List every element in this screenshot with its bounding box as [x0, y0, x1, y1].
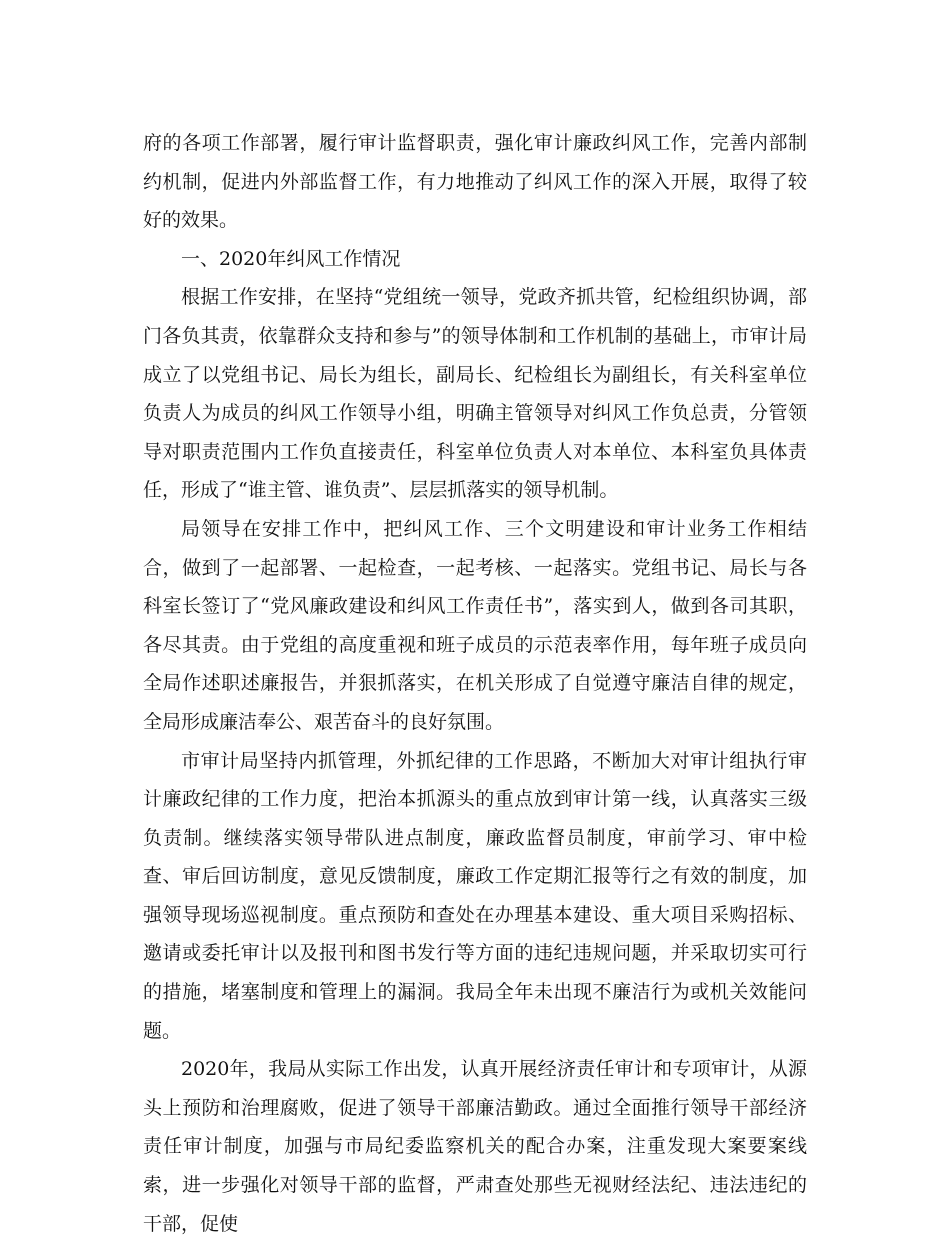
paragraph-2020-audit-work: 2020年，我局从实际工作出发，认真开展经济责任审计和专项审计，从源头上预防和治理腐败，促进了领导干部廉洁勤政。通过全面推行领导干部经济责任审计制度，加强与市局纪委监察机关的配合办案，注重发现大案要案线索，进一步强化对领导干部的监督，严肃查处那些无视财经法纪、违法违纪的干部，促使: [143, 1058, 807, 1235]
paragraph-leadership-arrangement: 局领导在安排工作中，把纠风工作、三个文明建设和审计业务工作相结合，做到了一起部署、一起检查，一起考核、一起落实。党组书记、局长与各科室长签订了“党风廉政建设和纠风工作责任书”，落实到人，做到各司其职，各尽其责。由于党组的高度重视和班子成员的示范表率作用，每年班子成员向全局作述职述廉报告，并狠抓落实，在机关形成了自觉遵守廉洁自律的规定，全局形成廉洁奉公、艰苦奋斗的良好氛围。: [143, 517, 807, 733]
paragraph-continued: 府的各项工作部署，履行审计监督职责，强化审计廉政纠风工作，完善内部制约机制，促进内外部监督工作，有力地推动了纠风工作的深入开展，取得了较好的效果。: [143, 132, 807, 232]
document-body: [143, 124, 807, 1243]
paragraph-leadership-system: 根据工作安排，在坚持“党组统一领导，党政齐抓共管，纪检组织协调，部门各负其责，依靠群众支持和参与”的领导体制和工作机制的基础上，市审计局成立了以党组书记、局长为组长，副局长、纪检组长为副组长，有关科室单位负责人为成员的纠风工作领导小组，明确主管领导对纠风工作负总责，分管领导对职责范围内工作负直接责任，科室单位负责人对本单位、本科室负具体责任，形成了“谁主管、谁负责”、层层抓落实的领导机制。: [143, 286, 807, 502]
section-heading: 一、2020年纠风工作情况: [181, 247, 401, 270]
paragraph-audit-discipline: 市审计局坚持内抓管理，外抓纪律的工作思路，不断加大对审计组执行审计廉政纪律的工作力度，把治本抓源头的重点放到审计第一线，认真落实三级负责制。继续落实领导带队进点制度，廉政监督员制度，审前学习、审中检查、审后回访制度，意见反馈制度，廉政工作定期汇报等行之有效的制度，加强领导现场巡视制度。重点预防和查处在办理基本建设、重大项目采购招标、邀请或委托审计以及报刊和图书发行等方面的违纪违规问题，并采取切实可行的措施，堵塞制度和管理上的漏洞。我局全年未出现不廉洁行为或机关效能问题。: [143, 749, 807, 1042]
